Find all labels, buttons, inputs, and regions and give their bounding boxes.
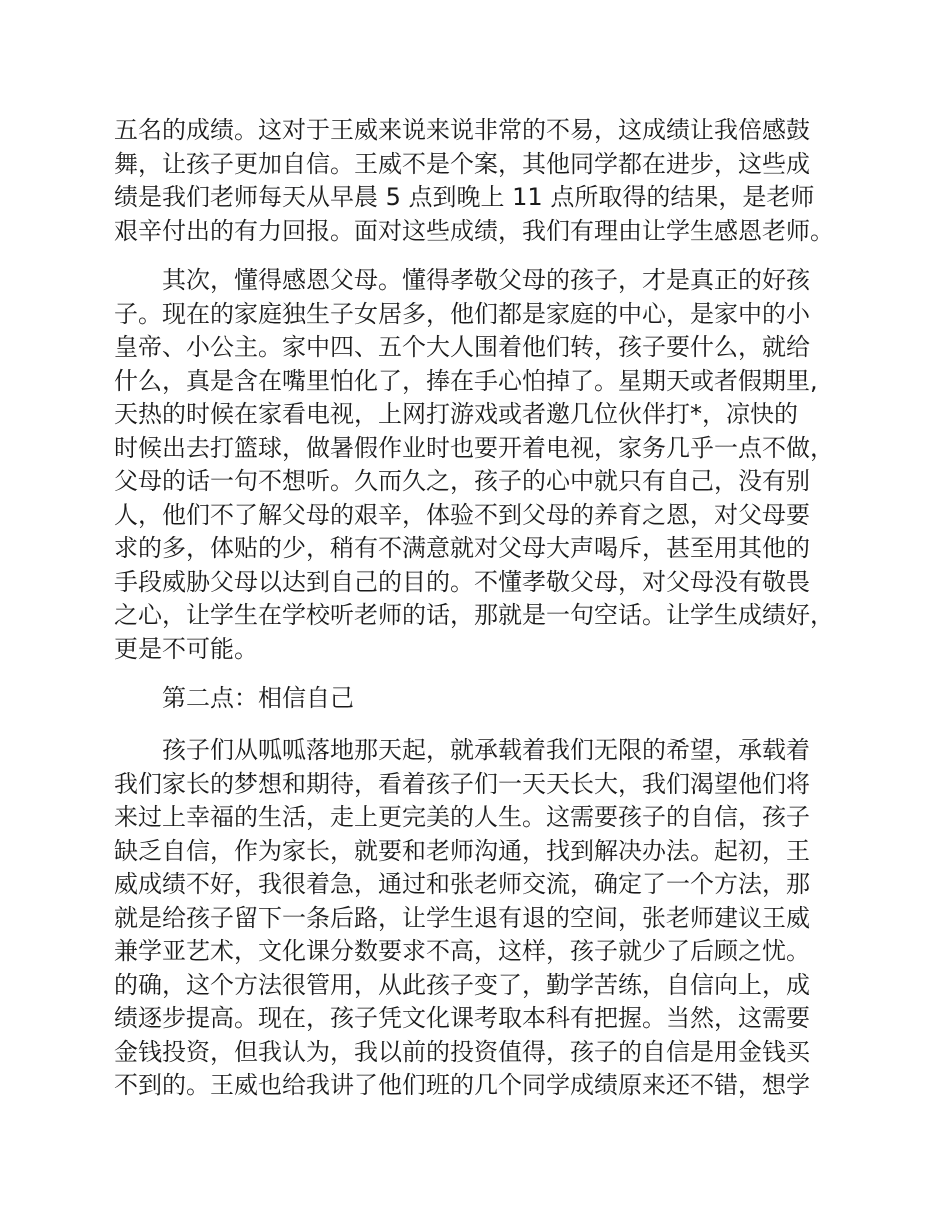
paragraph-line: 就是给孩子留下一条后路，让学生退有退的空间，张老师建议王威 [114,903,810,932]
paragraph-line: 的确，这个方法很管用，从此孩子变了，勤学苦练，自信向上，成 [114,970,810,999]
paragraph-line: 其次，懂得感恩父母。懂得孝敬父母的孩子，才是真正的好孩 [162,266,810,294]
paragraph-line: 孩子们从呱呱落地那天起，就承载着我们无限的希望，承载着 [162,736,810,764]
paragraph-line: 威成绩不好，我很着急，通过和张老师交流，确定了一个方法，那 [114,870,810,898]
section-heading-text: 第二点：相信自己 [162,684,354,712]
paragraph-line: 皇帝、小公主。家中四、五个大人围着他们转，孩子要什么，就给 [114,333,810,361]
paragraph-line: 子。现在的家庭独生子女居多，他们都是家庭的中心，是家中的小 [114,299,810,328]
section-heading [114,682,859,716]
paragraph-line: 天热的时候在家看电视，上网打游戏或者邀几位伙伴打*，凉快的 [114,400,798,428]
paragraph-line: 五名的成绩。这对于王威来说来说非常的不易，这成绩让我倍感鼓 [114,116,810,144]
paragraph-line: 求的多，体贴的少，稍有不满意就对父母大声喝斥，甚至用其他的 [114,534,810,562]
paragraph-line: 人，他们不了解父母的艰辛，体验不到父母的养育之恩，对父母要 [114,500,810,529]
paragraph-line: 什么，真是含在嘴里怕化了，捧在手心怕掉了。星期天或者假期里, [114,366,818,395]
paragraph-line: 来过上幸福的生活，走上更完美的人生。这需要孩子的自信，孩子 [114,803,810,831]
paragraph-line: 父母的话一句不想听。久而久之，孩子的心中就只有自己，没有别 [114,467,810,495]
paragraph-line: 艰辛付出的有力回报。面对这些成绩，我们有理由让学生感恩老师。 [114,216,834,245]
paragraph-line: 兼学亚艺术，文化课分数要求不高，这样，孩子就少了后顾之忧。 [114,937,810,965]
paragraph-line: 之心，让学生在学校听老师的话，那就是一句空话。让学生成绩好， [114,601,834,629]
paragraph-3 [114,734,859,1103]
paragraph-line: 金钱投资，但我认为，我以前的投资值得，孩子的自信是用金钱买 [114,1037,810,1066]
paragraph-line: 不到的。王威也给我讲了他们班的几个同学成绩原来还不错，想学 [114,1071,810,1099]
paragraph-line: 我们家长的梦想和期待，看着孩子们一天天长大，我们渴望他们将 [114,769,810,798]
paragraph-line: 更是不可能。 [114,634,258,663]
paragraph-line: 绩是我们老师每天从早晨 5 点到晚上 11 点所取得的结果，是老师 [114,183,815,211]
paragraph-line: 绩逐步提高。现在，孩子凭文化课考取本科有把握。当然，这需要 [114,1004,810,1032]
paragraph-line: 舞，让孩子更加自信。王威不是个案，其他同学都在进步，这些成 [114,149,810,178]
paragraph-line: 时候出去打篮球，做暑假作业时也要开着电视，家务几乎一点不做， [114,433,834,462]
paragraph-line: 手段威胁父母以达到自己的目的。不懂孝敬父母，对父母没有敬畏 [114,567,810,596]
paragraph-2 [114,264,859,666]
paragraph-line: 缺乏自信，作为家长，就要和老师沟通，找到解决办法。起初，王 [114,836,810,865]
paragraph-1 [114,114,859,248]
